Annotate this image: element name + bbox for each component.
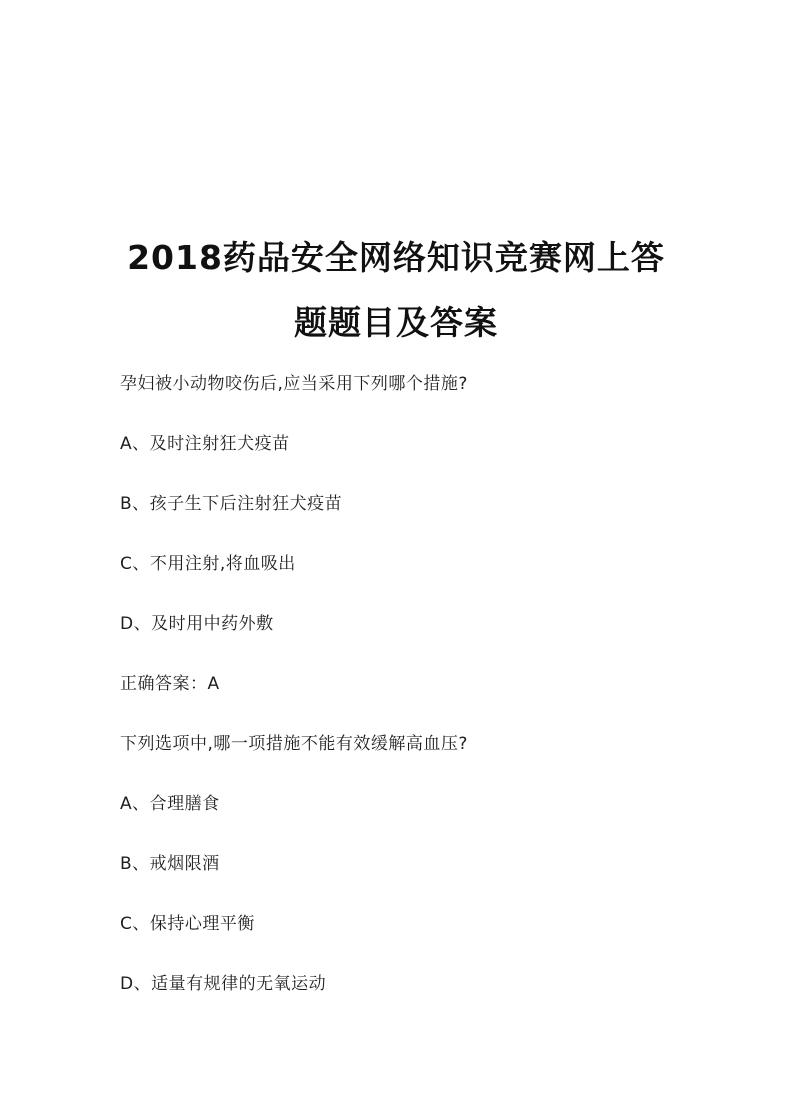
document-title-line-1: 2018药品安全网络知识竞赛网上答 [127, 238, 665, 277]
question-2-option-c: C、保持心理平衡 [120, 914, 255, 934]
question-1-option-b: B、孩子生下后注射狂犬疫苗 [120, 494, 343, 514]
question-2-text: 下列选项中,哪一项措施不能有效缓解高血压? [120, 734, 468, 754]
document-title-line-2: 题题目及答案 [294, 303, 498, 342]
question-2-option-b: B、戒烟限酒 [120, 854, 220, 874]
question-1-text: 孕妇被小动物咬伤后,应当采用下列哪个措施? [120, 374, 468, 394]
question-1-answer: 正确答案：A [120, 674, 220, 694]
question-1-option-d: D、及时用中药外敷 [120, 614, 274, 634]
question-1-option-c: C、不用注射,将血吸出 [120, 554, 296, 574]
question-1-option-a: A、及时注射狂犬疫苗 [120, 434, 290, 454]
question-2-option-d: D、适量有规律的无氧运动 [120, 974, 327, 994]
question-2-option-a: A、合理膳食 [120, 794, 220, 814]
